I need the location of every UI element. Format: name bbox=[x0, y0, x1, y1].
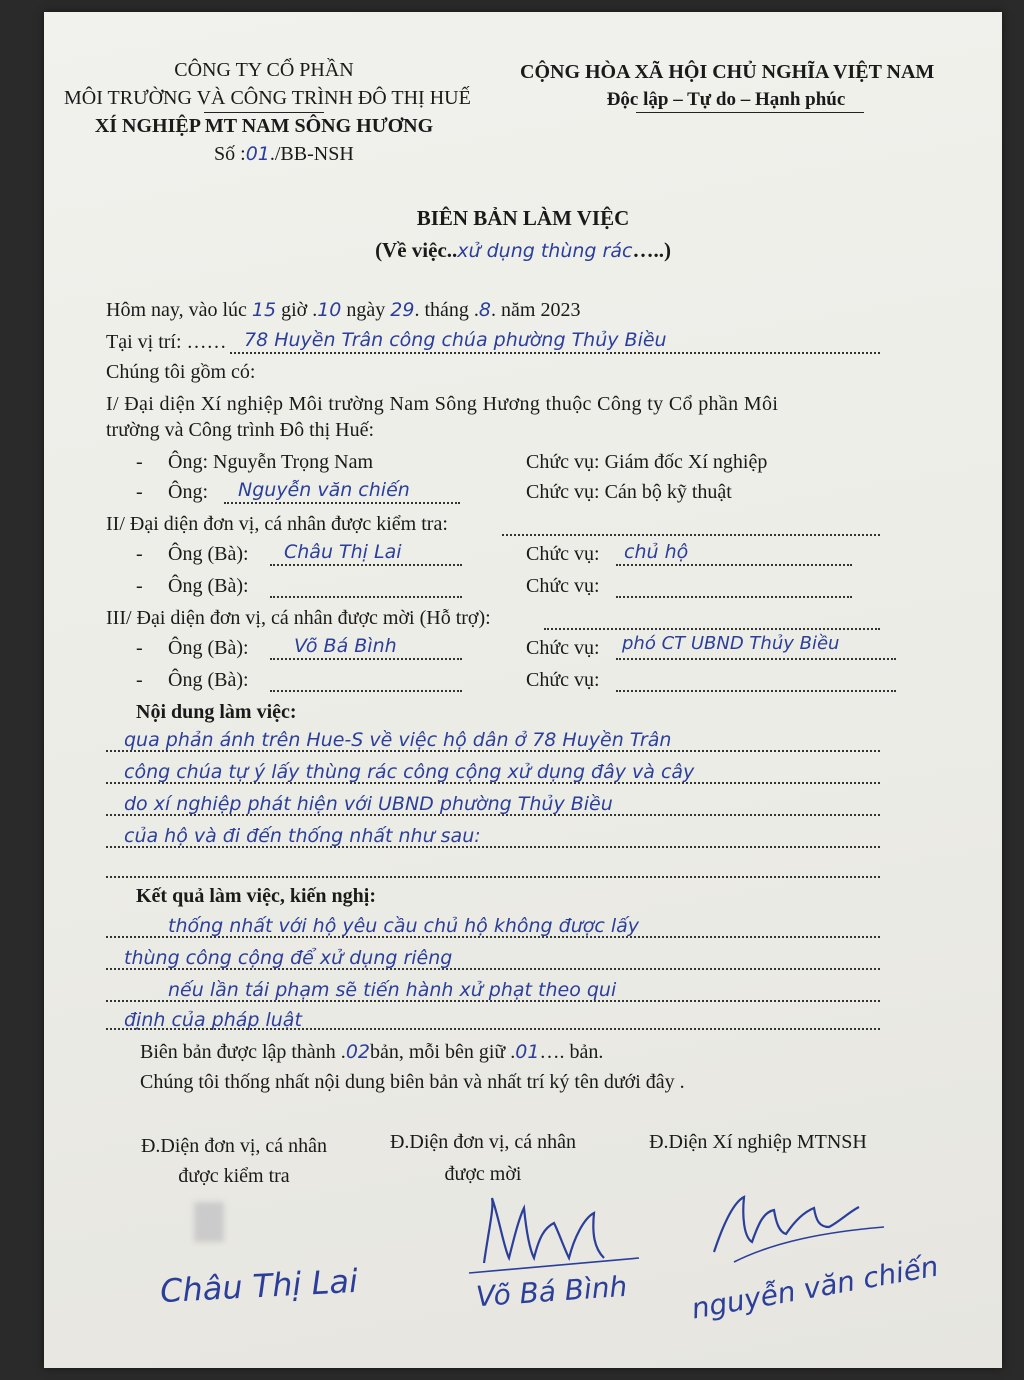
s1-row1-role: Chức vụ: Giám đốc Xí nghiệp bbox=[526, 451, 768, 473]
copies-count: 02 bbox=[345, 1041, 370, 1063]
motto-underline bbox=[636, 112, 864, 113]
result-heading: Kết quả làm việc, kiến nghị: bbox=[136, 885, 377, 907]
content-dots-3 bbox=[106, 814, 880, 816]
result-dots-4 bbox=[106, 1028, 880, 1030]
s3-row2-label: Ông (Bà): bbox=[168, 669, 249, 691]
nation-title: CỘNG HÒA XÃ HỘI CHỦ NGHĨA VIỆT NAM bbox=[520, 61, 935, 83]
time-line bbox=[106, 298, 580, 322]
document-title: BIÊN BẢN LÀM VIỆC bbox=[416, 206, 630, 230]
s3-row2-dash: - bbox=[136, 669, 143, 691]
s3-row2-role-dots bbox=[616, 690, 896, 692]
section3-heading: III/ Đại diện đơn vị, cá nhân được mời (Hỗ trợ): bbox=[106, 607, 491, 629]
signer1-title: Đ.Diện đơn vị, cá nhân bbox=[140, 1135, 328, 1157]
document-number bbox=[214, 142, 354, 166]
content-dots-5 bbox=[106, 876, 880, 878]
signer2-signature-icon bbox=[464, 1188, 644, 1278]
s2-row2-dash: - bbox=[136, 575, 143, 597]
blurred-mark bbox=[194, 1202, 224, 1242]
time-gio: giờ . bbox=[281, 299, 318, 321]
s3-row1-dash: - bbox=[136, 637, 143, 659]
time-ngay: ngày bbox=[346, 299, 386, 321]
result-line-2: thùng công cộng để xử dụng riêng bbox=[124, 947, 453, 969]
s3-row1-role: Chức vụ: bbox=[526, 637, 600, 659]
section2-dots bbox=[502, 534, 880, 536]
time-prefix: Hôm nay, vào lúc bbox=[106, 299, 247, 321]
time-thang: . tháng . bbox=[414, 299, 479, 321]
content-line-3: do xí nghiệp phát hiện với UBND phường Thủy Biều bbox=[124, 793, 613, 815]
s1-row2-role: Chức vụ: Cán bộ kỹ thuật bbox=[526, 481, 732, 503]
s2-row1-value: Châu Thị Lai bbox=[284, 541, 402, 563]
time-month: 8 bbox=[478, 299, 492, 321]
s2-row2-role-dots bbox=[616, 596, 852, 598]
s3-row1-role-value: phó CT UBND Thủy Biều bbox=[622, 633, 840, 654]
section1-heading-cont: trường và Công trình Đô thị Huế: bbox=[106, 419, 375, 441]
content-dots-1 bbox=[106, 750, 880, 752]
content-line-4: của hộ và đi đến thống nhất như sau: bbox=[124, 825, 481, 847]
time-day: 29 bbox=[390, 299, 415, 321]
result-dots-1 bbox=[106, 936, 880, 938]
s2-row1-label: Ông (Bà): bbox=[168, 543, 249, 565]
s2-row2-label: Ông (Bà): bbox=[168, 575, 249, 597]
document-subject bbox=[44, 238, 1002, 263]
s1-row2-label: Ông: bbox=[168, 481, 208, 503]
enterprise-name: XÍ NGHIỆP MT NAM SÔNG HƯƠNG bbox=[94, 115, 434, 137]
time-minute: 10 bbox=[317, 299, 342, 321]
content-dots-2 bbox=[106, 782, 880, 784]
s3-row1-role-dots bbox=[616, 658, 896, 660]
location-dots bbox=[230, 352, 880, 354]
s3-row1-dots bbox=[270, 658, 462, 660]
s2-row2-role: Chức vụ: bbox=[526, 575, 600, 597]
section2-heading: II/ Đại diện đơn vị, cá nhân được kiểm tra: bbox=[106, 513, 448, 535]
nation-motto: Độc lập – Tự do – Hạnh phúc bbox=[606, 89, 846, 110]
time-nam: . năm 2023 bbox=[491, 299, 581, 321]
copies-line bbox=[140, 1040, 603, 1064]
header-underline-left bbox=[204, 112, 324, 113]
s3-row1-value: Võ Bá Bình bbox=[294, 635, 397, 657]
company-fullname: MÔI TRƯỜNG VÀ CÔNG TRÌNH ĐÔ THỊ HUẾ bbox=[64, 87, 471, 109]
signer3-name: nguyễn văn chiến bbox=[688, 1249, 941, 1326]
s1-row2-dash: - bbox=[136, 481, 143, 503]
location-label: Tại vị trí: …… bbox=[106, 331, 227, 353]
s1-row2-dots bbox=[224, 502, 460, 504]
subject-suffix: …..) bbox=[632, 238, 671, 262]
s3-row1-label: Ông (Bà): bbox=[168, 637, 249, 659]
so-suffix: ./BB-NSH bbox=[269, 143, 354, 165]
s1-row1-label: Ông: Nguyễn Trọng Nam bbox=[168, 451, 374, 473]
signer2-name: Võ Bá Bình bbox=[474, 1269, 629, 1314]
result-line-1: thống nhất với hộ yêu cầu chủ hộ không được lấy bbox=[168, 915, 640, 937]
s1-row2-value: Nguyễn văn chiến bbox=[238, 479, 410, 501]
s2-row1-dash: - bbox=[136, 543, 143, 565]
signer1-name: Châu Thị Lai bbox=[159, 1261, 359, 1311]
signer1-subtitle: được kiểm tra bbox=[178, 1165, 290, 1187]
participants-intro: Chúng tôi gồm có: bbox=[106, 361, 256, 383]
agreement-line: Chúng tôi thống nhất nội dung biên bản và nhất trí ký tên dưới đây . bbox=[140, 1071, 685, 1093]
subject-value: xử dụng thùng rác bbox=[457, 240, 633, 262]
s3-row2-role: Chức vụ: bbox=[526, 669, 600, 691]
s3-row2-dots bbox=[270, 690, 462, 692]
time-hour: 15 bbox=[251, 299, 277, 321]
section1-heading: I/ Đại diện Xí nghiệp Môi trường Nam Sông Hương thuộc Công ty Cổ phần Môi bbox=[106, 393, 779, 415]
so-value: 01 bbox=[245, 143, 270, 165]
s2-row1-dots bbox=[270, 564, 462, 566]
subject-prefix: (Về việc.. bbox=[375, 238, 458, 262]
result-dots-2 bbox=[106, 968, 880, 970]
company-name: CÔNG TY CỔ PHẦN bbox=[174, 59, 354, 81]
s2-row1-role-value: chủ hộ bbox=[624, 541, 689, 563]
s2-row1-role-dots bbox=[616, 564, 852, 566]
document-page bbox=[44, 12, 1002, 1368]
signer3-signature-icon bbox=[694, 1182, 894, 1272]
result-line-4: định của pháp luật bbox=[124, 1009, 302, 1031]
copies-prefix: Biên bản được lập thành . bbox=[140, 1041, 346, 1063]
content-dots-4 bbox=[106, 846, 880, 848]
signer3-title: Đ.Diện Xí nghiệp MTNSH bbox=[649, 1131, 867, 1153]
s1-row1-dash: - bbox=[136, 451, 143, 473]
s2-row2-dots bbox=[270, 596, 462, 598]
signer2-subtitle: được mời bbox=[444, 1163, 522, 1185]
result-dots-3 bbox=[106, 1000, 880, 1002]
content-heading: Nội dung làm việc: bbox=[136, 701, 297, 723]
copies-each: 01 bbox=[515, 1041, 540, 1063]
content-line-2: công chúa tự ý lấy thùng rác công cộng xử dụng đây và cây bbox=[124, 761, 695, 783]
so-label: Số : bbox=[214, 143, 246, 165]
section3-dots bbox=[544, 628, 880, 630]
s2-row1-role: Chức vụ: bbox=[526, 543, 600, 565]
location-value: 78 Huyền Trân công chúa phường Thủy Biều bbox=[244, 329, 667, 351]
result-line-3: nếu lần tái phạm sẽ tiến hành xử phạt theo qui bbox=[168, 979, 617, 1001]
signer2-title: Đ.Diện đơn vị, cá nhân bbox=[389, 1131, 577, 1153]
copies-suffix: …. bản. bbox=[539, 1041, 604, 1063]
content-line-1: qua phản ánh trên Hue-S về việc hộ dân ở 78 Huyền Trân bbox=[124, 729, 672, 751]
copies-mid: bản, mỗi bên giữ . bbox=[370, 1041, 516, 1063]
